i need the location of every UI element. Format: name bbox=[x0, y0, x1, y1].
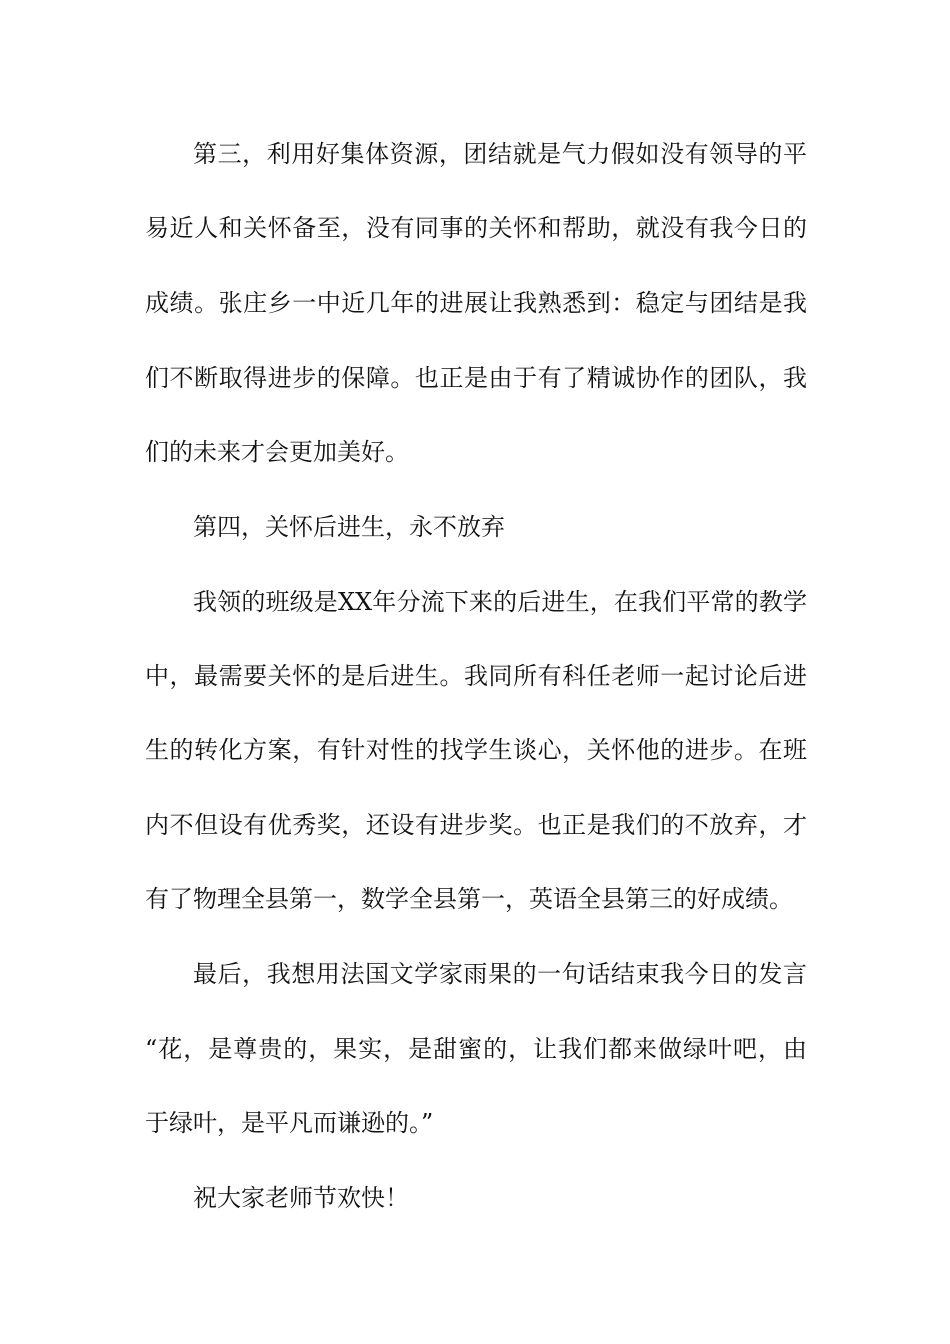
closing-greeting: 祝大家老师节欢快！ bbox=[193, 1184, 409, 1212]
closing-paragraph-line-2: “花，是尊贵的，果实，是甜蜜的，让我们都来做绿叶吧，由 bbox=[145, 1035, 807, 1063]
closing-paragraph-line-3: 于绿叶，是平凡而谦逊的。” bbox=[145, 1109, 434, 1137]
paragraph-4-line-5: 有了物理全县第一，数学全县第一，英语全县第三的好成绩。 bbox=[145, 885, 793, 913]
paragraph-3-line-3: 成绩。张庄乡一中近几年的进展让我熟悉到：稳定与团结是我 bbox=[145, 289, 807, 317]
paragraph-4-line-1: 我领的班级是XX年分流下来的后进生，在我们平常的教学 bbox=[193, 588, 807, 616]
paragraph-3-line-2: 易近人和关怀备至，没有同事的关怀和帮助，就没有我今日的 bbox=[145, 214, 807, 242]
paragraph-4-line-3: 生的转化方案，有针对性的找学生谈心，关怀他的进步。在班 bbox=[145, 736, 807, 764]
heading-fourth-point: 第四，关怀后进生，永不放弃 bbox=[193, 513, 505, 541]
paragraph-3-line-1: 第三，利用好集体资源，团结就是气力假如没有领导的平 bbox=[193, 140, 807, 168]
closing-paragraph-line-1: 最后，我想用法国文学家雨果的一句话结束我今日的发言 bbox=[193, 960, 807, 988]
paragraph-3-line-4: 们不断取得进步的保障。也正是由于有了精诚协作的团队，我 bbox=[145, 364, 807, 392]
paragraph-4-line-4: 内不但设有优秀奖，还设有进步奖。也正是我们的不放弃，才 bbox=[145, 811, 807, 839]
paragraph-4-line-2: 中，最需要关怀的是后进生。我同所有科任老师一起讨论后进 bbox=[145, 662, 807, 690]
paragraph-3-line-5: 们的未来才会更加美好。 bbox=[145, 438, 409, 466]
